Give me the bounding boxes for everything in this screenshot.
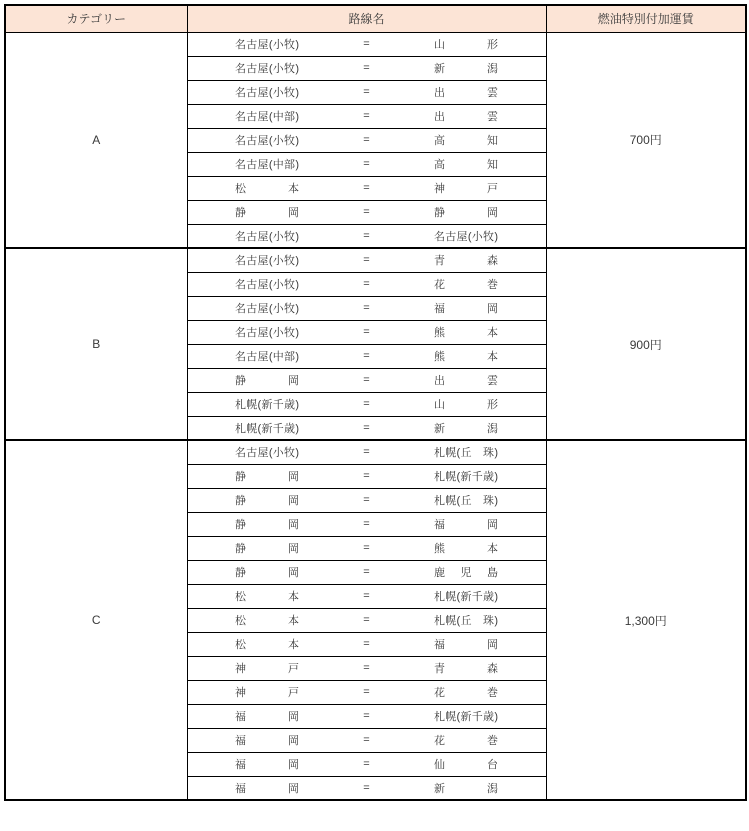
equals-sign: = [363,614,370,626]
route-row [5,440,746,464]
destination-city: 札幌(丘 珠) [434,495,498,507]
route-cell [187,752,546,776]
equals-sign: = [363,781,370,794]
header-row [5,5,746,32]
destination-city: 札幌(新千歳) [434,711,498,723]
equals-sign: = [363,326,370,338]
fare-amount: 1,300円 [546,440,746,800]
equals-sign: = [363,686,370,698]
route-cell [187,776,546,800]
departure-city: 名古屋(小牧) [235,303,299,315]
route-cell [187,632,546,656]
destination-city: 福岡 [434,303,498,315]
route-row [5,32,746,56]
departure-city: 名古屋(小牧) [235,39,299,51]
route-cell [187,728,546,752]
destination-city: 新潟 [434,63,498,75]
destination-city: 札幌(新千歳) [434,471,498,483]
destination-city: 熊本 [434,543,498,555]
departure-city: 名古屋(小牧) [235,327,299,339]
route-cell [187,464,546,488]
route-cell [187,320,546,344]
equals-sign: = [363,350,370,362]
route-cell [187,344,546,368]
departure-city: 福岡 [235,711,299,723]
equals-sign: = [363,638,370,650]
fare-amount: 900円 [546,248,746,440]
destination-city: 青森 [434,663,498,675]
equals-sign: = [363,62,370,74]
fare-amount: 700円 [546,32,746,248]
route-cell [187,296,546,320]
departure-city: 静岡 [235,567,299,579]
equals-sign: = [363,254,370,267]
departure-city: 静岡 [235,471,299,483]
route-cell [187,224,546,248]
departure-city: 静岡 [235,543,299,555]
route-cell [187,608,546,632]
equals-sign: = [363,302,370,314]
route-cell [187,104,546,128]
destination-city: 熊本 [434,327,498,339]
destination-city: 札幌(新千歳) [434,591,498,603]
category-section [5,248,746,440]
departure-city: 名古屋(中部) [235,351,299,363]
departure-city: 静岡 [235,207,299,219]
destination-city: 花巻 [434,735,498,747]
departure-city: 福岡 [235,782,299,795]
equals-sign: = [363,734,370,746]
equals-sign: = [363,542,370,554]
destination-city: 花巻 [434,279,498,291]
route-cell [187,176,546,200]
destination-city: 出雲 [434,111,498,123]
route-cell [187,392,546,416]
destination-city: 静岡 [434,207,498,219]
destination-city: 出雲 [434,87,498,99]
route-cell [187,80,546,104]
header-route: 路線名 [187,5,546,32]
equals-sign: = [363,421,370,434]
route-cell [187,152,546,176]
equals-sign: = [363,229,370,242]
route-cell [187,32,546,56]
equals-sign: = [363,494,370,506]
header-category: カテゴリー [5,5,187,32]
destination-city: 仙台 [434,759,498,771]
departure-city: 名古屋(小牧) [235,87,299,99]
equals-sign: = [363,110,370,122]
equals-sign: = [363,758,370,770]
route-cell [187,416,546,440]
equals-sign: = [363,470,370,482]
equals-sign: = [363,590,370,602]
departure-city: 福岡 [235,735,299,747]
route-cell [187,368,546,392]
departure-city: 名古屋(小牧) [235,63,299,75]
equals-sign: = [363,566,370,578]
equals-sign: = [363,374,370,386]
category-section [5,440,746,800]
equals-sign: = [363,662,370,674]
category-label: C [5,440,187,800]
route-cell [187,656,546,680]
route-cell [187,704,546,728]
equals-sign: = [363,518,370,530]
departure-city: 名古屋(小牧) [235,230,299,243]
equals-sign: = [363,38,370,50]
departure-city: 札幌(新千歳) [235,422,299,435]
destination-city: 熊本 [434,351,498,363]
departure-city: 神戸 [235,663,299,675]
equals-sign: = [363,134,370,146]
route-cell [187,200,546,224]
destination-city: 鹿児島 [434,567,498,579]
destination-city: 出雲 [434,375,498,387]
route-cell [187,488,546,512]
departure-city: 名古屋(小牧) [235,135,299,147]
equals-sign: = [363,710,370,722]
route-cell [187,128,546,152]
destination-city: 福岡 [434,519,498,531]
route-cell [187,248,546,272]
departure-city: 神戸 [235,687,299,699]
departure-city: 名古屋(中部) [235,111,299,123]
departure-city: 名古屋(小牧) [235,447,299,460]
departure-city: 名古屋(中部) [235,159,299,171]
equals-sign: = [363,206,370,218]
departure-city: 松本 [235,183,299,195]
destination-city: 山形 [434,399,498,411]
route-cell [187,584,546,608]
equals-sign: = [363,446,370,459]
destination-city: 福岡 [434,639,498,651]
header-fare: 燃油特別付加運賃 [546,5,746,32]
route-cell [187,536,546,560]
departure-city: 福岡 [235,759,299,771]
destination-city: 山形 [434,39,498,51]
destination-city: 名古屋(小牧) [434,230,498,243]
destination-city: 青森 [434,255,498,268]
category-label: B [5,248,187,440]
departure-city: 静岡 [235,519,299,531]
route-cell [187,56,546,80]
destination-city: 神戸 [434,183,498,195]
departure-city: 名古屋(小牧) [235,279,299,291]
destination-city: 新潟 [434,782,498,795]
route-cell [187,272,546,296]
equals-sign: = [363,398,370,410]
route-row [5,248,746,272]
equals-sign: = [363,158,370,170]
departure-city: 札幌(新千歳) [235,399,299,411]
route-cell [187,440,546,464]
destination-city: 花巻 [434,687,498,699]
destination-city: 新潟 [434,422,498,435]
departure-city: 名古屋(小牧) [235,255,299,268]
category-section [5,32,746,248]
destination-city: 高知 [434,135,498,147]
route-cell [187,512,546,536]
fare-table [4,4,747,801]
destination-city: 高知 [434,159,498,171]
route-cell [187,680,546,704]
equals-sign: = [363,86,370,98]
destination-city: 札幌(丘 珠) [434,447,498,460]
departure-city: 静岡 [235,495,299,507]
departure-city: 松本 [235,591,299,603]
departure-city: 松本 [235,639,299,651]
destination-city: 札幌(丘 珠) [434,615,498,627]
equals-sign: = [363,278,370,290]
departure-city: 松本 [235,615,299,627]
equals-sign: = [363,182,370,194]
route-cell [187,560,546,584]
category-label: A [5,32,187,248]
departure-city: 静岡 [235,375,299,387]
